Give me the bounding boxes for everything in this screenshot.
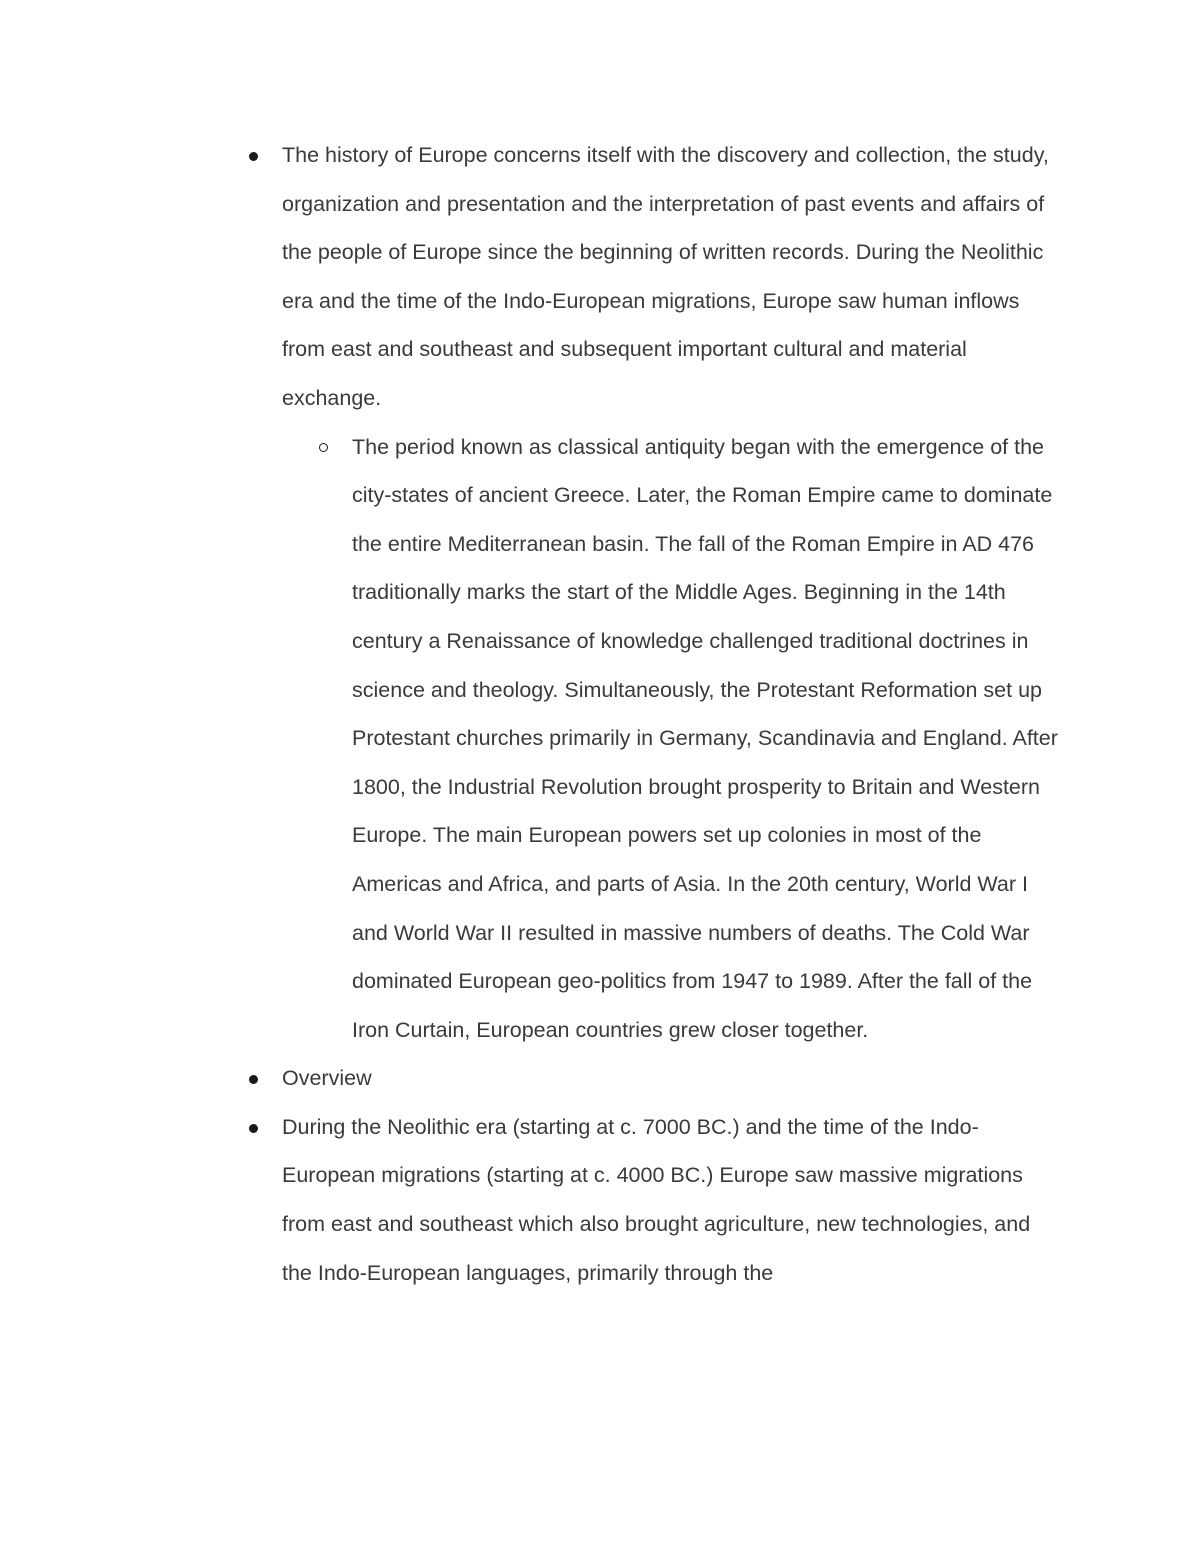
list-item bbox=[282, 1054, 1060, 1103]
filled-bullet-icon bbox=[249, 152, 258, 161]
bullet-text: During the Neolithic era (starting at c. 7000 BC.) and the time of the Indo-European migrations (starting at c. 4000 BC.) Europe saw massive migrations from east and southeast which also brought agriculture, new technologies, and the Indo-European languages, primarily through the bbox=[282, 1114, 1031, 1285]
bullet-list bbox=[0, 131, 1200, 1297]
list-item bbox=[282, 1103, 1060, 1297]
bullet-text: The history of Europe concerns itself with the discovery and collection, the study, organization and presentation and the interpretation of past events and affairs of the people of Europe since the beginning of written records. During the Neolithic era and the time of the Indo-European migrations, Europe saw human inflows from east and southeast and subsequent important cultural and material exchange. bbox=[282, 143, 1049, 410]
bullet-text: Overview bbox=[282, 1066, 372, 1091]
hollow-bullet-icon bbox=[319, 443, 328, 452]
document-body bbox=[0, 131, 1200, 1297]
list-item bbox=[282, 131, 1060, 1054]
list-item bbox=[352, 423, 1060, 1055]
filled-bullet-icon bbox=[249, 1124, 258, 1133]
sub-bullet-list bbox=[282, 423, 1060, 1055]
sub-bullet-text: The period known as classical antiquity began with the emergence of the city-states of ancient Greece. Later, the Roman Empire came to dominate the entire Mediterranean basin. The fall of the Roman Empire in AD 476 traditionally marks the start of the Middle Ages. Beginning in the 14th century a Renaissance of knowledge challenged traditional doctrines in science and theology. Simultaneously, the Protestant Reformation set up Protestant churches primarily in Germany, Scandinavia and England. After 1800, the Industrial Revolution brought prosperity to Britain and Western Europe. The main European powers set up colonies in most of the Americas and Africa, and parts of Asia. In the 20th century, World War I and World War II resulted in massive numbers of deaths. The Cold War dominated European geo-politics from 1947 to 1989. After the fall of the Iron Curtain, European countries grew closer together. bbox=[352, 434, 1058, 1042]
filled-bullet-icon bbox=[249, 1075, 258, 1084]
